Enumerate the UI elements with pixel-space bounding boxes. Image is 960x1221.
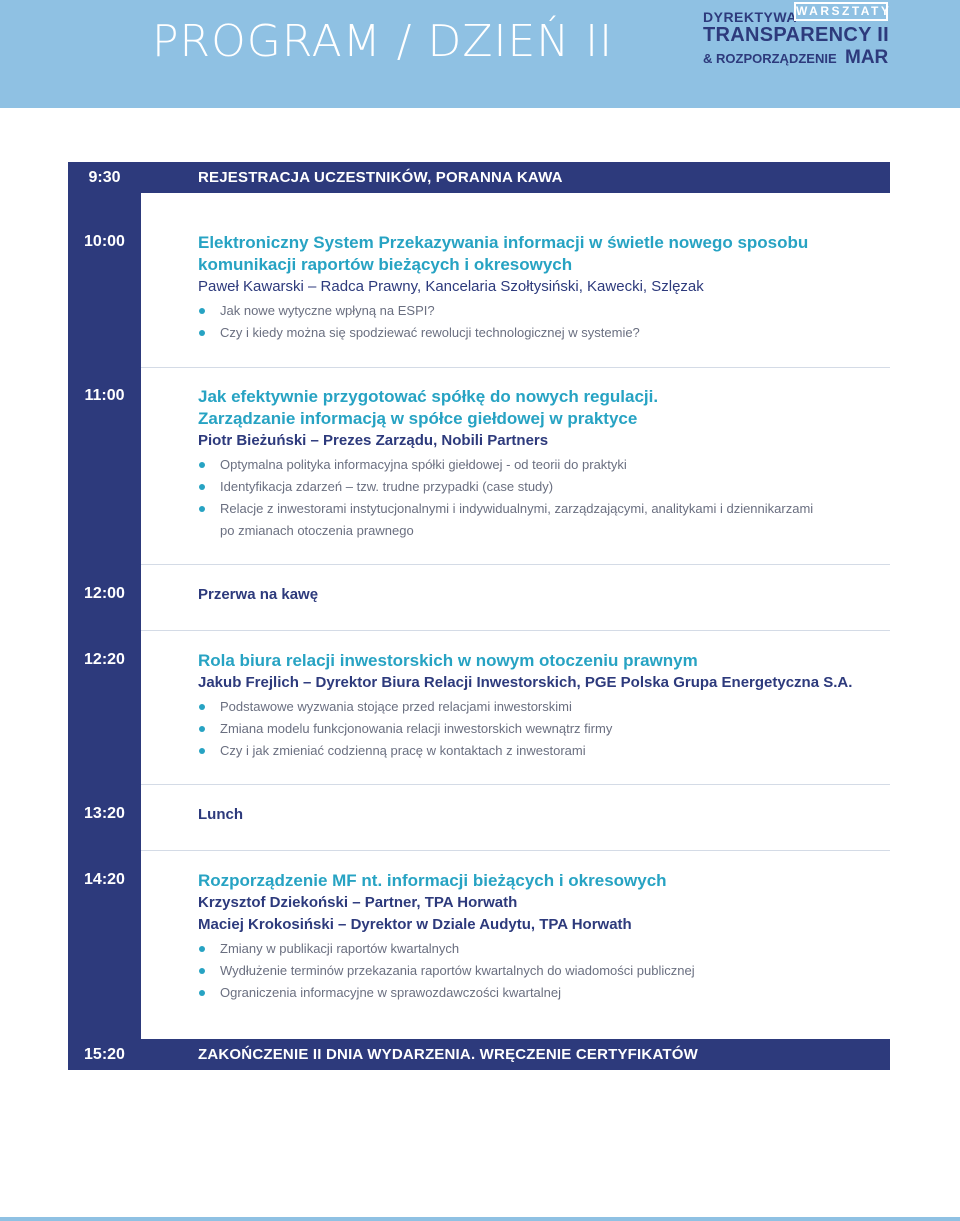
topic-item: Czy i kiedy można się spodziewać rewolucji technologicznej w systemie?	[198, 322, 898, 344]
topic-list	[198, 300, 898, 344]
footer-line	[0, 1217, 960, 1221]
topic-item: Identyfikacja zdarzeń – tzw. trudne przypadki (case study)	[198, 476, 898, 498]
divider	[141, 784, 890, 785]
session-title: Elektroniczny System Przekazywania informacji w świetle nowego sposobu	[198, 233, 809, 252]
logo-line-transparency: TRANSPARENCY II	[703, 24, 890, 46]
topic-item: Wydłużenie terminów przekazania raportów kwartalnych do wiadomości publicznej	[198, 960, 898, 982]
time-1420: 14:20	[84, 871, 125, 888]
session-title: Jak efektywnie przygotować spółkę do nowych regulacji.	[198, 387, 659, 406]
page-title: PROGRAM / DZIEŃ II	[152, 16, 614, 67]
session-1420	[198, 870, 898, 1004]
divider	[141, 630, 890, 631]
topic-item: Ograniczenia informacyjne w sprawozdawczości kwartalnej	[198, 982, 898, 1004]
speaker: Paweł Kawarski – Radca Prawny, Kancelaria Szołtysiński, Kawecki, Szlęzak	[198, 278, 704, 295]
speaker: Krzysztof Dziekoński – Partner, TPA Horwath	[198, 894, 518, 911]
logo-line-dyrektywa: DYREKTYWA	[703, 9, 797, 25]
speaker: Piotr Bieżuński – Prezes Zarządu, Nobili Partners	[198, 432, 549, 449]
lunch: Lunch	[198, 806, 243, 823]
logo-line-rozporzadzenie: & ROZPORZĄDZENIE	[703, 51, 837, 66]
time-1200: 12:00	[84, 585, 125, 602]
time-1100: 11:00	[84, 387, 125, 404]
topic-item: Zmiana modelu funkcjonowania relacji inwestorskich wewnątrz firmy	[198, 718, 898, 740]
logo-line-mar: MAR	[845, 47, 889, 68]
timeline-column	[68, 162, 141, 1070]
topic-item: Zmiany w publikacji raportów kwartalnych	[198, 938, 898, 960]
time-1520: 15:20	[84, 1046, 125, 1063]
time-1220: 12:20	[84, 651, 125, 668]
time-1320: 13:20	[84, 805, 125, 822]
divider	[141, 564, 890, 565]
topic-item-continuation: po zmianach otoczenia prawnego	[220, 523, 414, 538]
logo-badge-warsztaty: WARSZTATY	[794, 2, 888, 21]
session-title: Rola biura relacji inwestorskich w nowym otoczeniu prawnym	[198, 651, 698, 670]
topic-item: Czy i jak zmieniać codzienną pracę w kontaktach z inwestorami	[198, 740, 898, 762]
topic-item: Jak nowe wytyczne wpłyną na ESPI?	[198, 300, 898, 322]
coffee-break: Przerwa na kawę	[198, 586, 319, 603]
time-1000: 10:00	[84, 233, 125, 250]
topic-item: Optymalna polityka informacyjna spółki giełdowej - od teorii do praktyki	[198, 454, 898, 476]
closing-title: ZAKOŃCZENIE II DNIA WYDARZENIA. WRĘCZENIE CERTYFIKATÓW	[198, 1046, 698, 1063]
topic-item: Relacje z inwestorami instytucjonalnymi i indywidualnymi, zarządzającymi, analitykami i dziennikarzami	[198, 498, 898, 520]
session-1000	[198, 232, 898, 344]
session-title: komunikacji raportów bieżących i okresowych	[198, 255, 573, 274]
page-header	[0, 0, 960, 108]
topic-item: Podstawowe wyzwania stojące przed relacjami inwestorskimi	[198, 696, 898, 718]
topic-list	[198, 696, 898, 762]
topic-list	[198, 454, 898, 520]
registration-title: REJESTRACJA UCZESTNIKÓW, PORANNA KAWA	[198, 169, 563, 186]
session-1220	[198, 650, 898, 762]
session-1100	[198, 386, 898, 542]
divider	[141, 850, 890, 851]
session-title: Rozporządzenie MF nt. informacji bieżących i okresowych	[198, 871, 667, 890]
session-title: Zarządzanie informacją w spółce giełdowej w praktyce	[198, 409, 638, 428]
event-logo	[703, 2, 893, 72]
topic-list	[198, 938, 898, 1004]
divider	[141, 367, 890, 368]
time-0930: 9:30	[88, 169, 121, 186]
speaker: Jakub Frejlich – Dyrektor Biura Relacji Inwestorskich, PGE Polska Grupa Energetyczna S.A.	[198, 674, 853, 691]
speaker: Maciej Krokosiński – Dyrektor w Dziale Audytu, TPA Horwath	[198, 916, 632, 933]
